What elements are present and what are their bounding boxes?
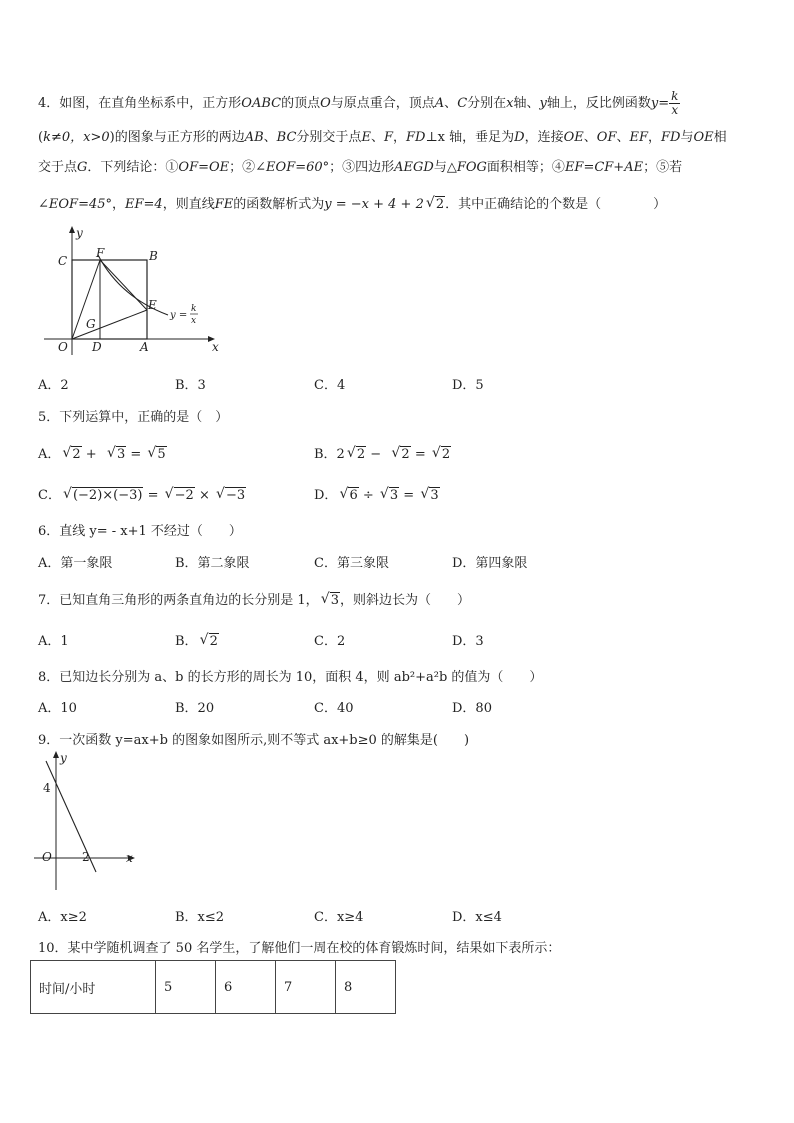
fig-label-d: D — [92, 340, 102, 354]
q8-option-d[interactable]: D．80 — [452, 701, 492, 716]
fig-label-a: A — [140, 340, 149, 354]
q9-option-d[interactable]: D．x≤4 — [452, 910, 502, 925]
q9-label-4: 4 — [43, 781, 51, 795]
table-cell: 6 — [216, 961, 276, 1014]
q9-label-o: O — [42, 850, 52, 864]
q5-option-a[interactable]: A．√ 2 + √ 3 = √ 5 — [38, 443, 167, 462]
q4-option-c[interactable]: C．4 — [314, 378, 346, 393]
q4-line-3: 交于点G．下列结论：①OF=OE；②∠EOF=60°；③四边形AEGD与△FOG面积相等；④EF=CF+AE；⑤若 — [38, 160, 683, 175]
q8-option-b[interactable]: B．20 — [175, 701, 215, 716]
q4-option-a[interactable]: A．2 — [38, 378, 69, 393]
q9-option-c[interactable]: C．x≥4 — [314, 910, 364, 925]
fig-label-f: F — [96, 246, 105, 260]
q9-stem: 9．一次函数 y=ax+b 的图象如图所示,则不等式 ax+b≥0 的解集是( ) — [38, 733, 470, 748]
q9-label-2: 2 — [82, 850, 90, 864]
q10-stem: 10．某中学随机调查了 50 名学生，了解他们一周在校的体育锻炼时间，结果如下表所示： — [38, 941, 561, 956]
q8-option-a[interactable]: A．10 — [38, 701, 77, 716]
table-cell: 5 — [156, 961, 216, 1014]
q8-option-c[interactable]: C．40 — [314, 701, 354, 716]
exercise-time-table — [30, 960, 396, 1014]
fig-curve-k: k — [191, 304, 197, 314]
table-cell: 8 — [336, 961, 396, 1014]
fig-curve-x: x — [191, 316, 197, 326]
fig-label-c: C — [58, 254, 68, 268]
q6-option-c[interactable]: C．第三象限 — [314, 556, 389, 571]
q6-option-b[interactable]: B．第二象限 — [175, 556, 250, 571]
q5-option-b[interactable]: B．2√ 2 − √ 2 = √ 2 — [314, 443, 451, 462]
q4-option-b[interactable]: B．3 — [175, 378, 206, 393]
q6-stem: 6．直线 y= - x+1 不经过（ ） — [38, 524, 242, 539]
q8-stem: 8．已知边长分别为 a、b 的长方形的周长为 10，面积 4，则 ab²+a²b 的值为（ ） — [38, 670, 543, 685]
q4-equation: y = −x + 4 + 2 — [324, 197, 424, 212]
q6-option-a[interactable]: A．第一象限 — [38, 556, 113, 571]
k-over-x-fraction: $\frac{k}{x}$ — [671, 89, 679, 117]
q5-option-d[interactable]: D．√ 6 ÷ √ 3 = √ 3 — [314, 484, 440, 503]
q4-square-figure — [40, 225, 220, 360]
fig-curve-eq: y = — [170, 310, 188, 321]
q9-label-y: y — [60, 751, 67, 765]
q7-option-d[interactable]: D．3 — [452, 634, 484, 649]
fig-label-e: E — [148, 298, 157, 312]
q4-line-4: ∠EOF=45°，EF=4，则直线FE的函数解析式为y = −x + 4 + 2√ 2．其中正确结论的个数是（ ） — [38, 193, 666, 212]
q9-option-b[interactable]: B．x≤2 — [175, 910, 225, 925]
fig-label-x: x — [212, 340, 219, 354]
q9-option-a[interactable]: A．x≥2 — [38, 910, 87, 925]
q4-line-1: 4．如图，在直角坐标系中，正方形OABC的顶点O与原点重合，顶点A、C分别在x轴、y轴上，反比例函数y= $\frac{k}{x}$ — [38, 89, 679, 117]
q7-stem: 7．已知直角三角形的两条直角边的长分别是 1，√ 3，则斜边长为（ ） — [38, 589, 470, 608]
q4-line-2: (k≠0，x>0)的图象与正方形的两边AB、BC分别交于点E、F，FD⊥x 轴，垂足为D，连接OE、OF、EF，FD与OE相 — [38, 130, 727, 145]
fig-label-g: G — [86, 317, 96, 331]
q4-option-d[interactable]: D．5 — [452, 378, 484, 393]
q9-line-graph — [30, 748, 140, 893]
q9-label-x: x — [126, 851, 133, 865]
q7-option-a[interactable]: A．1 — [38, 634, 69, 649]
fig-label-y: y — [76, 226, 83, 240]
fig-label-b: B — [149, 249, 158, 263]
table-cell: 7 — [276, 961, 336, 1014]
fig-label-o: O — [58, 340, 68, 354]
q7-option-b[interactable]: B．√ 2 — [175, 630, 219, 649]
q7-option-c[interactable]: C．2 — [314, 634, 346, 649]
q5-option-c[interactable]: C．√ (−2)×(−3) = √ −2 × √ −3 — [38, 484, 246, 503]
table-header-cell: 时间/小时 — [31, 961, 156, 1014]
q6-option-d[interactable]: D．第四象限 — [452, 556, 528, 571]
q5-stem: 5．下列运算中，正确的是（ ） — [38, 410, 229, 425]
table-row — [31, 961, 396, 1014]
